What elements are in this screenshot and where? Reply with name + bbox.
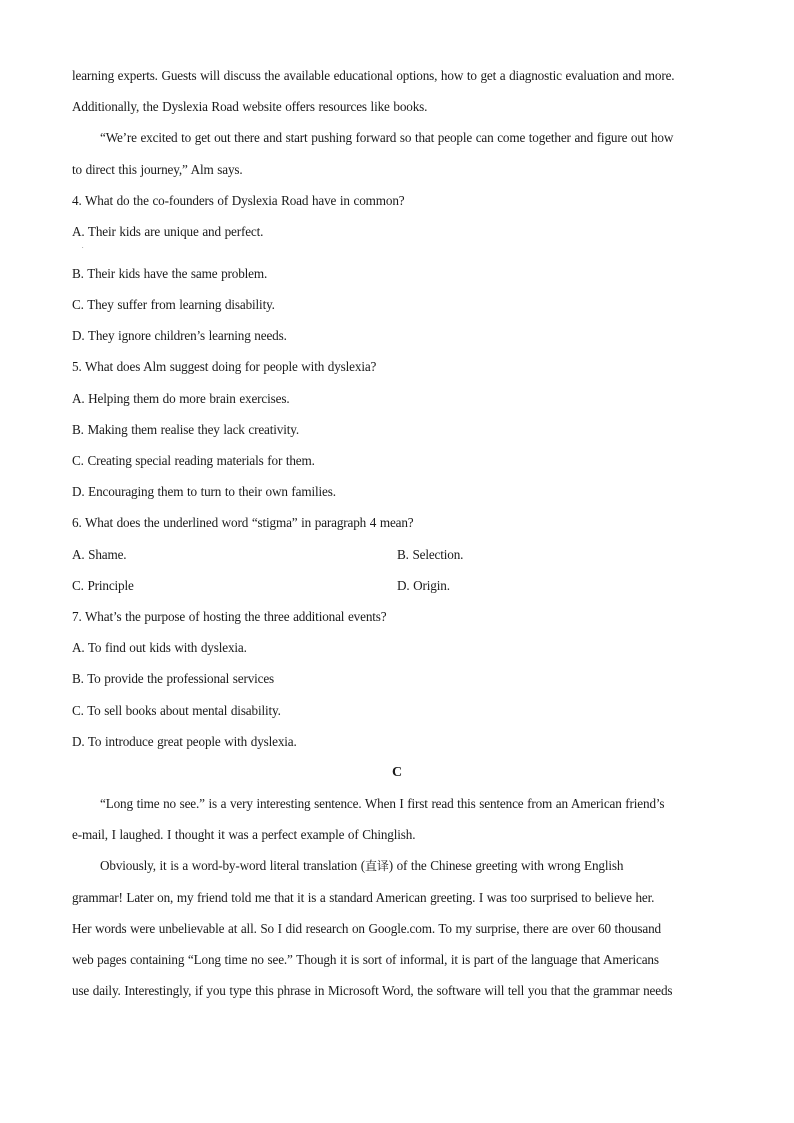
document-page bbox=[72, 64, 722, 1010]
stray-mark: . bbox=[82, 244, 84, 250]
passage-c-line: Her words were unbelievable at all. So I did research on Google.com. To my surprise, there are over 60 thousand bbox=[72, 920, 661, 936]
question-4-stem: 4. What do the co-founders of Dyslexia Road have in common? bbox=[72, 192, 405, 208]
question-5-stem: 5. What does Alm suggest doing for people with dyslexia? bbox=[72, 359, 377, 375]
question-7-option-d: D. To introduce great people with dyslexia. bbox=[72, 733, 297, 749]
question-6-option-a: A. Shame. bbox=[72, 546, 127, 562]
question-6-option-b: B. Selection. bbox=[397, 546, 464, 562]
question-6-option-c: C. Principle bbox=[72, 577, 134, 593]
passage-b-line: to direct this journey,” Alm says. bbox=[72, 161, 243, 177]
passage-c-line: use daily. Interestingly, if you type this phrase in Microsoft Word, the software will tell you that the grammar needs bbox=[72, 983, 673, 999]
question-6-options-row-1 bbox=[72, 543, 722, 574]
question-7-option-c: C. To sell books about mental disability. bbox=[72, 702, 281, 718]
question-5-option-c: C. Creating special reading materials for them. bbox=[72, 453, 315, 469]
question-6-option-d: D. Origin. bbox=[397, 577, 450, 593]
spacer bbox=[72, 251, 722, 262]
question-5-option-a: A. Helping them do more brain exercises. bbox=[72, 390, 290, 406]
passage-c-text: Obviously, it is a word-by-word literal translation ( bbox=[100, 858, 365, 874]
question-4-option-a bbox=[72, 220, 722, 251]
question-5-option-b: B. Making them realise they lack creativity. bbox=[72, 421, 299, 437]
passage-b-line: Additionally, the Dyslexia Road website offers resources like books. bbox=[72, 99, 428, 115]
question-4-option-d: D. They ignore children’s learning needs. bbox=[72, 328, 287, 344]
passage-c-line: “Long time no see.” is a very interesting sentence. When I first read this sentence from an American friend’s bbox=[100, 796, 665, 812]
question-4-option-c: C. They suffer from learning disability. bbox=[72, 297, 275, 313]
question-6-stem: 6. What does the underlined word “stigma” in paragraph 4 mean? bbox=[72, 515, 414, 531]
question-4-option-b: B. Their kids have the same problem. bbox=[72, 265, 268, 281]
passage-c-line: grammar! Later on, my friend told me that it is a standard American greeting. I was too surprised to believe her. bbox=[72, 889, 655, 905]
section-title: C bbox=[392, 764, 402, 780]
passage-c-line bbox=[72, 854, 722, 885]
passage-b-line: learning experts. Guests will discuss the available educational options, how to get a diagnostic evaluation and more. bbox=[72, 68, 675, 83]
question-7-option-a: A. To find out kids with dyslexia. bbox=[72, 640, 247, 656]
passage-c-line: web pages containing “Long time no see.” Though it is sort of informal, it is part of the language that Americans bbox=[72, 952, 659, 968]
passage-c-line: e-mail, I laughed. I thought it was a perfect example of Chinglish. bbox=[72, 827, 416, 843]
option-text: A. Their kids are unique and perfect. bbox=[72, 223, 264, 239]
chinese-gloss: 直译 bbox=[365, 859, 389, 874]
question-5-option-d: D. Encouraging them to turn to their own families. bbox=[72, 484, 336, 500]
passage-b-quote-line: “We’re excited to get out there and start pushing forward so that people can come together and figure out how bbox=[100, 130, 674, 146]
question-7-option-b: B. To provide the professional services bbox=[72, 671, 275, 687]
question-7-stem: 7. What’s the purpose of hosting the three additional events? bbox=[72, 608, 387, 624]
passage-c-text: ) of the Chinese greeting with wrong English bbox=[388, 858, 624, 874]
question-6-options-row-2 bbox=[72, 574, 722, 605]
